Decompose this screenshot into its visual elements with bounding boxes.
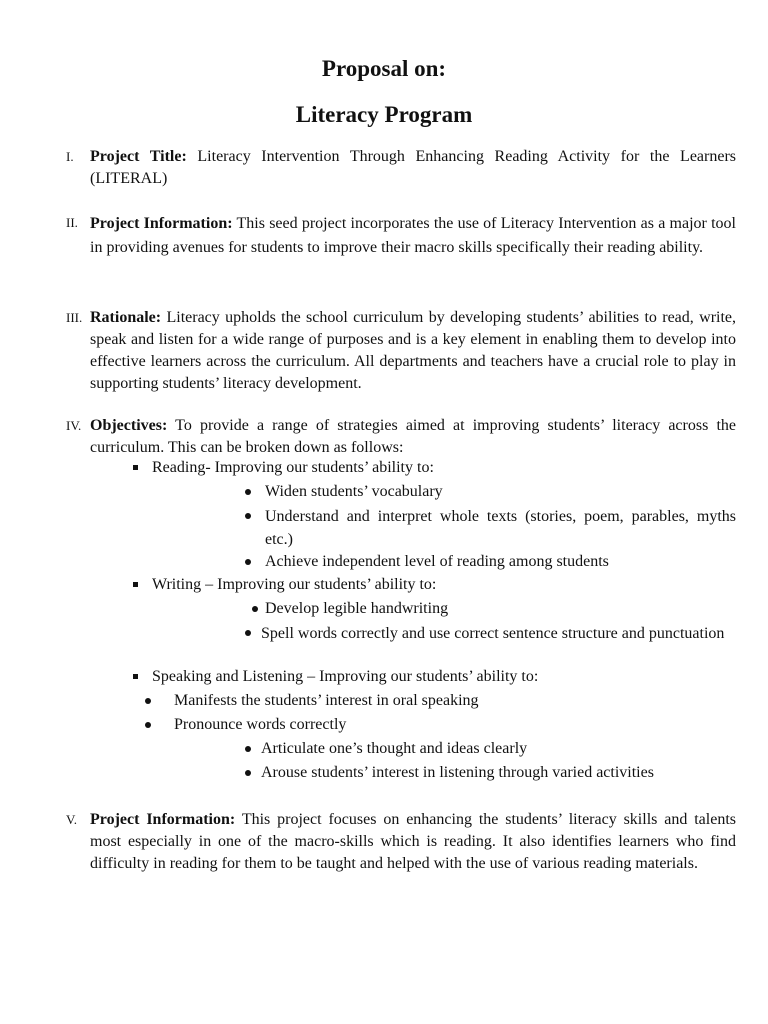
- list-item: [0, 714, 768, 736]
- list-item: [0, 622, 768, 668]
- list-item: [0, 762, 768, 784]
- bullet-icon: [245, 513, 251, 519]
- square-bullet-icon: [133, 582, 138, 587]
- list-item-text: Manifests the students’ interest in oral speaking: [174, 692, 479, 709]
- bullet-icon: [245, 630, 251, 636]
- list-item: [0, 551, 768, 573]
- list-item-text: Widen students’ vocabulary: [265, 483, 443, 500]
- list-item: [0, 598, 768, 620]
- section-paragraph: [90, 809, 736, 875]
- objective-label: Writing – Improving our students’ ability to:: [152, 576, 437, 593]
- section-numeral: II.: [66, 215, 78, 230]
- section-paragraph: [90, 212, 736, 260]
- objective-label: Reading- Improving our students’ ability to:: [152, 459, 434, 476]
- bullet-icon: [245, 559, 251, 565]
- objective-label: Speaking and Listening – Improving our students’ ability to:: [152, 668, 539, 685]
- document-title: Literacy Program: [295, 102, 473, 127]
- square-bullet-icon: [133, 674, 138, 679]
- section-numeral: III.: [66, 310, 83, 325]
- section-heading: Objectives:: [90, 417, 168, 434]
- list-item-text: Pronounce words correctly: [174, 716, 347, 733]
- section-body: To provide a range of strategies aimed at improving students’ literacy across the curriculum. This can be broken down as follows:: [90, 417, 736, 456]
- list-item-text: Arouse students’ interest in listening through varied activities: [261, 764, 654, 781]
- section-paragraph: [90, 415, 736, 459]
- bullet-icon: [245, 746, 251, 752]
- section-numeral: V.: [66, 812, 77, 827]
- section-numeral: I.: [66, 149, 74, 164]
- section-paragraph: [90, 146, 736, 190]
- bullet-icon: [252, 606, 258, 612]
- section-paragraph: [90, 307, 736, 395]
- bullet-icon: [145, 722, 151, 728]
- list-item: [0, 505, 768, 549]
- list-item-text: Achieve independent level of reading among students: [265, 553, 609, 570]
- section-numeral: IV.: [66, 418, 82, 433]
- section-body: This seed project incorporates the use of Literacy Intervention as a major tool in providing avenues for students to improve their macro skills specifically their reading ability.: [90, 215, 736, 256]
- list-item-text: Develop legible handwriting: [265, 600, 449, 617]
- list-item-text: Spell words correctly and use correct sentence structure and punctuation: [261, 625, 725, 642]
- section-heading: Project Information:: [90, 215, 233, 232]
- bullet-icon: [145, 698, 151, 704]
- square-bullet-icon: [133, 465, 138, 470]
- section-body: Literacy upholds the school curriculum by developing students’ abilities to read, write, speak and listen for a wide range of purposes and is a key element in enabling them to develop into effective learners across the curriculum. All departments and teachers have a crucial role to play in supporting students’ literacy development.: [90, 309, 737, 392]
- list-item: [0, 481, 768, 503]
- objective-reading: [0, 457, 768, 479]
- section-heading: Rationale:: [90, 309, 162, 326]
- objective-speaking-listening: [0, 666, 768, 688]
- list-item-text: Articulate one’s thought and ideas clearly: [261, 740, 528, 757]
- list-item: [0, 690, 768, 712]
- bullet-icon: [245, 770, 251, 776]
- section-heading: Project Title:: [90, 148, 187, 165]
- objective-writing: [0, 574, 768, 596]
- bullet-icon: [245, 489, 251, 495]
- section-heading: Project Information:: [90, 811, 236, 828]
- proposal-heading: Proposal on:: [321, 56, 447, 81]
- list-item: [0, 738, 768, 760]
- list-item-text: Understand and interpret whole texts (stories, poem, parables, myths etc.): [265, 508, 736, 548]
- section-body: This project focuses on enhancing the students’ literacy skills and talents most especially in one of the macro-skills which is reading. It also identifies learners who find difficulty in reading for them to be taught and helped with the use of various reading materials.: [90, 811, 736, 872]
- section-body: Literacy Intervention Through Enhancing Reading Activity for the Learners (LITERAL): [90, 148, 737, 187]
